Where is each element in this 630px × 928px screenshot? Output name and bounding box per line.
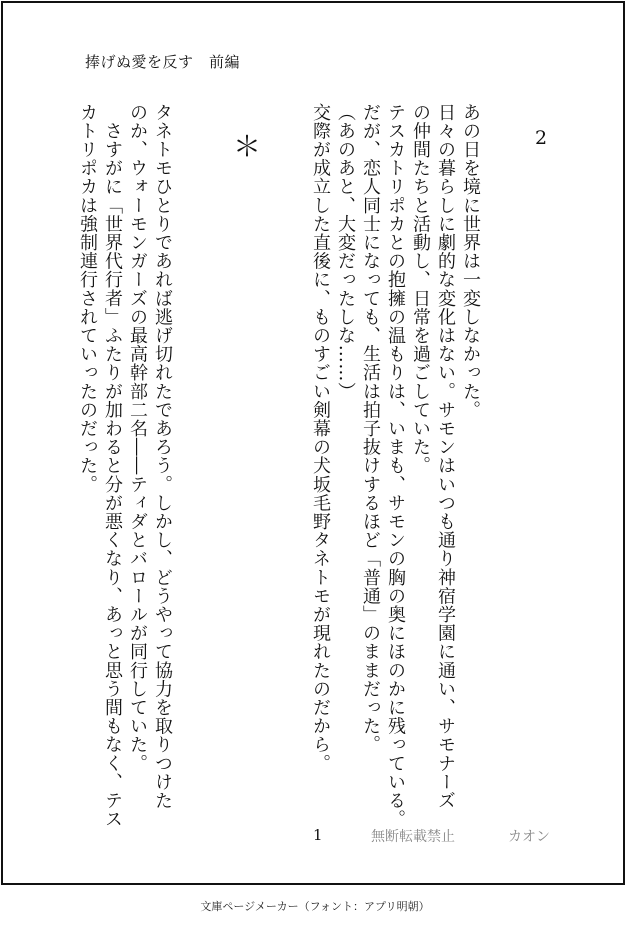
text-line: 日々の暮らしに劇的な変化はない。サモンはいつも通り神宿学園に通い、サモナーズ	[435, 103, 456, 810]
text-line: あの日を境に世界は一変しなかった。	[460, 103, 481, 420]
header-title: 捧げぬ愛を反す 前編	[85, 53, 241, 71]
footer-page-number: 1	[313, 826, 323, 844]
section-break-asterisk: ＊	[233, 130, 262, 163]
text-line: テスカトリポカとの抱擁の温もりは、いまも、サモンの胸の奥にほのかに残っている。	[385, 103, 406, 829]
text-line: の仲間たちと活動し、日常を過ごしていた。	[410, 103, 431, 475]
text-block-after-break	[75, 103, 175, 863]
text-line: （あのあと、大変だったしな……）	[335, 103, 356, 401]
footer-copyright-note: 無断転載禁止	[371, 829, 455, 845]
text-line: タネトモひとりであれば逃げ切れたであろう。しかし、どうやって協力を取りつけた	[152, 103, 173, 810]
page-number-top: 2	[535, 127, 548, 149]
generator-credit: 文庫ページメーカー（フォント：アプリ明朝）	[200, 900, 430, 913]
text-line: のか、ウォーモンガーズの最高幹部二名――ティダとバロールが同行していた。	[127, 103, 148, 773]
text-line: だが、恋人同士になっても、生活は拍子抜けするほど「普通」のままだった。	[360, 103, 381, 754]
text-line: カトリポカは強制連行されていったのだった。	[77, 103, 98, 494]
text-block-main	[308, 103, 483, 863]
text-line: 交際が成立した直後に、ものすごい剣幕の犬坂毛野タネトモが現れたのだから。	[310, 103, 331, 773]
footer-author: カオン	[508, 829, 550, 845]
text-line: さすがに「世界代行者」ふたりが加わると分が悪くなり、あっと思う間もなく、テス	[102, 103, 123, 829]
page-frame	[1, 1, 625, 885]
